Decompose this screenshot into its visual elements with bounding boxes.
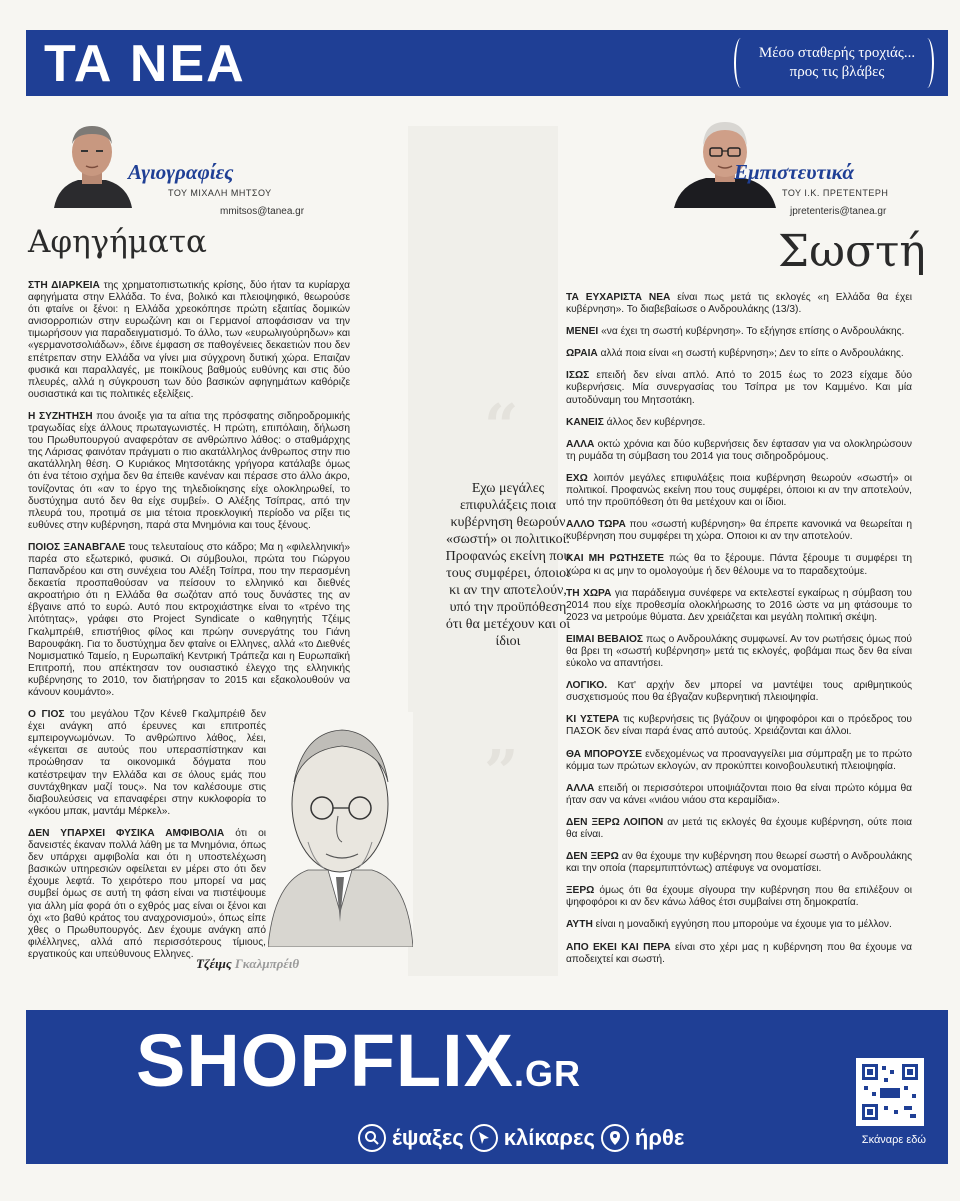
newspaper-logo: ΤΑ ΝΕΑ (44, 35, 246, 93)
paragraph-text: του μεγάλου Τζον Κένεθ Γκαλμπρέιθ δεν έχει ανάγκη από έρευνες και επιτροπές εμπειρογνωμόνων. Το ανθρώπινο λάθος, λέει, «έγκειται σε αυτούς που υπερασπίστηκαν και προώθησαν τα οικονομικά δόγματα που κατέστρεψαν την Ελλάδα και σε όλους εμάς που συντάχθηκαν μαζί τους». Να τον καλέσουμε στις διαβουλεύσεις να επαναφέρει στην κυκλοφορία το «γκόου μπακ, μαντάμ Μέρκελ». (28, 709, 267, 817)
byline-mitsos: ΤΟΥ ΜΙΧΑΛΗ ΜΗΤΣΟΥ (168, 188, 272, 198)
paragraph-text: τους τελευταίους στο κάδρο; Μα η «φιλελληνική» παρέα στο εξωτερικό, φυσικά. Οι σύμβουλοι, πρώτα του Γιώργου Παπανδρέου και στη συνέχεια του Αλέξη Τσίπρα, που την περασμένη δεκαετία προσπαθούσαν να πείσουν το ελληνικό και διεθνές ακροατήριο ότι η Ελλάδα θα σωζόταν από τους δυνάστες της αν έβγαινε από το ευρώ. Αυτό που εκτροχιάστηκε είναι το «τρένο της λιτότητας», γράφει στο Project Syndicate ο καθηγητής Τζέιμς Γκαλμπρέιθ, επιστήθιος φίλος και πρώην συνεργάτης του Γιάνη Βαρουφάκη. Για το δυστύχημα δεν φταίνε οι Ελληνες, αλλά «το Διεθνές Νομισματικό Ταμείο, η Ευρωπαϊκή Κεντρική Τράπεζα και η Ευρωπαϊκή Επιτροπή, που απέκτησαν τον ουσιαστικό έλεγχο της ελληνικής κυβέρνησης το 2010, τον διατήρησαν το 2015 και εξακολουθούν να κάνουν κουμάντο». (28, 541, 350, 698)
paragraph-lead: ΑΛΛΟ ΤΩΡΑ (566, 519, 626, 531)
close-quote-icon: ” (484, 738, 519, 808)
paragraph-text: ότι οι δανειστές έκαναν πολλά λάθη με τα Μνημόνια, όπως δεν υπάρχει αμφιβολία και ότι η υποστελέχωση βασικών υπηρεσιών οφείλεται εν μέρει στο ότι δεν έχουμε λεφτά. Το χειρότερο που μπορεί να μας συμβεί όμως σε αυτή τη φάση είναι να πιστέψουμε για άλλη μία φορά ότι ο εχθρός μας είναι οι ξένοι και όχι «το βαθύ κράτος του αναχρονισμού», όπως είπε χθες ο Πρωθυπουργός. Δεν έχουμε ανάγκη από φιλέλληνες, αλλά από περισσότερους τίμιους, εργατικούς και υπεύθυνους Ελληνες. (28, 827, 266, 960)
article-paragraph (566, 326, 912, 338)
paragraph-lead: ΩΡΑΙΑ (566, 348, 598, 360)
paragraph-lead: ΣΤΗ ΔΙΑΡΚΕΙΑ (28, 280, 100, 291)
shopflix-ad[interactable] (26, 1010, 948, 1164)
article-paragraph (566, 919, 912, 931)
paragraph-text: είναι η μοναδική εγγύηση που μπορούμε να έχουμε για το μέλλον. (592, 919, 892, 931)
paragraph-text: αλλά ποια είναι «η σωστή κυβέρνηση»; Δεν το είπε ο Ανδρουλάκης. (597, 348, 904, 360)
brand-suffix: .GR (514, 1053, 582, 1094)
article-paragraph (566, 749, 912, 773)
pull-quote-text: Εχω μεγάλες επιφυλάξεις ποια κυβέρνηση θεωρούν «σωστή» οι πολιτικοί. Προφανώς εκείνη που τους συμφέρει, όποιοι κι αν την αποτελούν, υπό την προϋπόθεση ότι θα μετέχουν και οι ίδιοι (445, 481, 571, 649)
email-mitsos[interactable]: mmitsos@tanea.gr (220, 206, 305, 217)
paragraph-lead: ΚΑΙ ΜΗ ΡΩΤΗΣΕΤΕ (566, 553, 665, 565)
paragraph-lead: ΙΣΩΣ (566, 370, 590, 382)
paragraph-text: που «σωστή κυβέρνηση» θα έπρεπε κανονικά να θεωρείται η κυβέρνηση που συμφέρει τη χώρα. Οποιοι κι αν την αποτελούν. (566, 519, 912, 543)
paragraph-lead: Η ΣΥΖΗΤΗΣΗ (28, 410, 93, 422)
caption-last-name: Γκαλμπρέιθ (234, 956, 300, 971)
paragraph-text: τις κυβερνήσεις τις βγάζουν οι ψηφοφόροι και ο πρόεδρος του ΠΑΣΟΚ δεν είναι παρά ένας από αυτούς. Χρειάζονται και άλλοι. (566, 714, 912, 738)
article-paragraph (566, 370, 912, 406)
article-paragraph (566, 292, 912, 316)
slogan-arrived: ήρθε (634, 1125, 685, 1150)
bracket-right (920, 38, 934, 88)
article-paragraph (566, 417, 912, 429)
tagline-line-1: Μέσο σταθερής τροχιάς... (758, 45, 916, 61)
article-paragraph (566, 783, 912, 807)
paragraph-lead: ΘΑ ΜΠΟΡΟΥΣΕ (566, 748, 643, 760)
paragraph-text: αν θα έχουμε την κυβέρνηση που θεωρεί σωστή ο Ανδρουλάκης και την οποία (παρεμπιπτόντως) απέφυγε να ονοματίσει. (566, 851, 913, 875)
paragraph-text: είναι πως μετά τις εκλογές «η Ελλάδα θα έχει κυβέρνηση». Το διαβεβαίωσε ο Ανδρουλάκης (13/3). (566, 292, 913, 316)
paragraph-text: επειδή οι περισσότεροι υποψιάζονται ποιο θα είναι πρώτο κόμμα θα ήταν σαν να κάνει «νιάου νιάου στα κεραμίδια». (566, 782, 912, 806)
paragraph-lead: ΕΧΩ (566, 472, 588, 484)
paragraph-lead: ΛΟΓΙΚΟ. (566, 680, 608, 692)
tagline-line-2: προς τις βλάβες (789, 64, 885, 80)
shopflix-logo (136, 1018, 581, 1103)
location-pin-icon (601, 1124, 629, 1152)
paragraph-lead: ΤΑ ΕΥΧΑΡΙΣΤΑ ΝΕΑ (566, 292, 671, 303)
article-paragraph (566, 439, 912, 463)
paragraph-text: «να έχει τη σωστή κυβέρνηση». Το εξήγησε επίσης ο Ανδρουλάκης. (598, 326, 905, 338)
article-paragraph (566, 519, 912, 543)
paragraph-text: επειδή δεν είναι απλό. Από το 2015 έως το 2023 είχαμε δύο κυβερνήσεις. Μία συνεργασίας του Τσίπρα με τον Καμμένο. Και μία αυτοδύναμη του Μητσοτάκη. (566, 370, 912, 406)
paragraph-lead: ΑΛΛΑ (566, 438, 595, 450)
paragraph-lead: ΚΑΝΕΙΣ (566, 416, 604, 428)
left-column-header (26, 116, 352, 217)
column-title-empistevtika: Εμπιστευτικά (734, 160, 855, 184)
article-paragraph (566, 553, 912, 577)
caption-first-name: Τζέιμς (196, 956, 232, 971)
qr-code-icon[interactable] (856, 1058, 924, 1126)
paragraph-text: πως ο Ανδρουλάκης συμφωνεί. Αν τον ρωτήσεις όμως πού θα βρει τη «σωστή κυβέρνηση» μετά τις εκλογές, φοβάμαι πως δεν θα είναι εύκολο να απαντήσει. (566, 633, 912, 670)
paragraph-text: πώς θα το ξέρουμε. Πάντα ξέρουμε τι συμφέρει τη χώρα κι ας μην το ομολογούμε ή δεν θέλουμε να το παραδεχτούμε. (566, 553, 912, 577)
paragraph-text: αν μετά τις εκλογές θα έχουμε κυβέρνηση, ούτε ποια θα είναι. (566, 816, 912, 840)
article-paragraph (566, 714, 912, 738)
paragraph-lead: ΚΙ ΥΣΤΕΡΑ (566, 714, 620, 726)
masthead (26, 30, 948, 96)
headline-sosti: Σωστή (778, 226, 926, 277)
paragraph-lead: ΤΗ ΧΩΡΑ (566, 587, 612, 599)
paragraph-lead: ΔΕΝ ΞΕΡΩ ΛΟΙΠΟΝ (566, 816, 664, 828)
article-paragraph (28, 828, 266, 961)
open-quote-icon: “ (484, 392, 519, 462)
article-paragraph (566, 942, 912, 966)
paragraph-text: Κατ' αρχήν δεν μπορεί να μαντέψει τους αριθμητικούς συσχετισμούς που θα έβγαζαν κυβερνητική πλειοψηφία. (566, 680, 912, 704)
caricature-galbraith (268, 712, 413, 947)
author-portrait-mitsos (44, 116, 140, 208)
byline-pretenteris: ΤΟΥ Ι.Κ. ΠΡΕΤΕΝΤΕΡΗ (782, 188, 889, 198)
article-paragraph (28, 280, 350, 401)
article-paragraph (566, 634, 912, 670)
search-icon (358, 1124, 386, 1152)
article-paragraph (566, 680, 912, 704)
paragraph-text: είναι στο χέρι μας η κυβέρνηση που θα έχουμε να αποδειχτεί και σωστή. (566, 941, 912, 965)
paragraph-text: όμως ότι θα έχουμε σίγουρα την κυβέρνηση που θα επιλέξουν οι ψηφοφόροι κι αν δεν κάνω λάθος έτσι συμβαίνει στη δημοκρατία. (566, 885, 912, 909)
paragraph-text: οκτώ χρόνια και δύο κυβερνήσεις δεν έφτασαν για να ολοκληρώσουν τη ρυμάδα τη σύμβαση του 2014 για τους σιδηροδρόμους. (566, 438, 912, 462)
right-article-body (566, 292, 912, 976)
article-paragraph (566, 348, 912, 360)
caricature-caption (196, 956, 299, 972)
paragraph-text: που άνοιξε για τα αίτια της πρόσφατης σιδηροδρομικής τραγωδίας είχε άλλους πρωταγωνιστές. Η πρώτη, επιπόλαιη, δήλωση του Πρωθυπουργού αναφερόταν σε ανθρώπινο λάθος: ο σταθμάρχης της Λάρισας φαινόταν πράγματι ο πιο ακατάλληλος άνθρωπος στην πιο ακατάλληλη θέση. Ο Κυριάκος Μητσοτάκης γρήγορα κατάλαβε όμως ότι ένα τέτοιο σχήμα δεν θα έπειθε κανέναν και πέρασε στο άλλο άκρο, τονίζοντας ότι «αν το έργο της τηλεδιοίκησης είχε ολοκληρωθεί, το δυστύχημα αυτό δεν θα είχε συμβεί». Ο Αλέξης Τσίπρας, από την πλευρά του, προτιμά σε μια τέτοια προεκλογική περίοδο να ρίξει τις ευθύνες στην κυβέρνηση, παρά στα Μνημόνια και τους ξένους. (28, 410, 350, 531)
article-paragraph (28, 709, 266, 818)
paragraph-lead: ΜΕΝΕΙ (566, 326, 599, 338)
masthead-tagline (752, 44, 922, 82)
paragraph-lead: ΔΕΝ ΥΠΑΡΧΕΙ ΦΥΣΙΚΑ ΑΜΦΙΒΟΛΙΑ (28, 827, 225, 839)
column-title-agiografies: Αγιογραφίες (128, 160, 234, 184)
paragraph-text: για παράδειγμα συνέφερε να εκτελεστεί εγκαίρως η σύμβαση του 2014 που είχε προθεσμία ολοκλήρωσης το 2016 ώστε να μη φτάσουμε το 2023 να μετρούμε θύματα. Δεν χρειάζεται και μεγάλη πολιτική σκέψη. (566, 587, 912, 623)
paragraph-lead: ΕΙΜΑΙ ΒΕΒΑΙΟΣ (566, 633, 643, 645)
article-paragraph (566, 817, 912, 841)
paragraph-text: της χρηματοπιστωτικής κρίσης, δύο ήταν τα κυρίαρχα αφηγήματα στην Ελλάδα. Το ένα, βολικό και πλειοψηφικό, θεωρούσε ότι φταίνε οι ξένοι: η Ελλάδα χρεοκόπησε πρώτη εξαιτίας δομικών ανισορροπιών στην ευρωζώνη και οι Γερμανοί αποφάσισαν να την τιμωρήσουν για παραδειγματισμό. Το άλλο, των «ευρωλιγούρηδων» και «γερμανοτσολιάδων», έδινε έμφαση σε παθογένειες δεκαετιών που δεν επέτρεπαν στην Ελλάδα να γίνει μια σύγχρονη δυτική χώρα. Επαιζαν φυσικά και παραλλαγές, με ποικίλους βαθμούς ευθύνης και στις δύο πλευρές, αλλά η σύγκρουση των δύο βασικών αφηγημάτων καθόριζε ουσιαστικά και τις πολιτικές εξελίξεις. (28, 280, 350, 400)
paragraph-lead: ΠΟΙΟΣ ΞΑΝΑΒΓΑΛΕ (28, 541, 126, 553)
bracket-left (734, 38, 748, 88)
article-paragraph (566, 588, 912, 624)
paragraph-lead: ΔΕΝ ΞΕΡΩ (566, 851, 619, 863)
article-paragraph (28, 542, 350, 699)
paragraph-lead: ΑΛΛΑ (566, 782, 595, 794)
article-paragraph (566, 473, 912, 509)
cursor-icon (470, 1124, 498, 1152)
paragraph-text: άλλος δεν κυβέρνησε. (603, 416, 706, 428)
brand-name: SHOPFLIX (136, 1019, 515, 1102)
paragraph-lead: ΑΥΤΗ (566, 919, 593, 931)
email-pretenteris[interactable]: jpretenteris@tanea.gr (790, 206, 887, 217)
right-column-header (564, 116, 914, 217)
article-paragraph (566, 851, 912, 875)
headline-afigimata: Αφηγήματα (28, 224, 207, 260)
ad-slogan (358, 1122, 684, 1154)
qr-caption: Σκάναρε εδώ (861, 1134, 926, 1146)
paragraph-lead: ΞΕΡΩ (566, 885, 595, 897)
paragraph-text: ενδεχομένως να προαναγγείλει μια σύμπραξη με το πρώτο κόμμα των πρώτων εκλογών, αν προκύπτει κοινοβουλευτική πλειοψηφία. (566, 748, 912, 772)
slogan-search: έψαξες (392, 1125, 464, 1150)
paragraph-text: λοιπόν μεγάλες επιφυλάξεις ποια κυβέρνηση θεωρούν «σωστή» οι πολιτικοί. Προφανώς εκείνη που τους συμφέρει, όποιοι κι αν την αποτελούν, υπό την προϋπόθεση ότι θα μετέχουν και οι ίδιοι. (566, 472, 912, 509)
paragraph-lead: Ο ΓΙΟΣ (28, 709, 65, 721)
article-paragraph (566, 885, 912, 909)
slogan-click: κλίκαρες (503, 1125, 595, 1150)
pull-quote (415, 390, 571, 960)
article-paragraph (28, 411, 350, 532)
paragraph-lead: ΑΠΟ ΕΚΕΙ ΚΑΙ ΠΕΡΑ (566, 941, 671, 953)
